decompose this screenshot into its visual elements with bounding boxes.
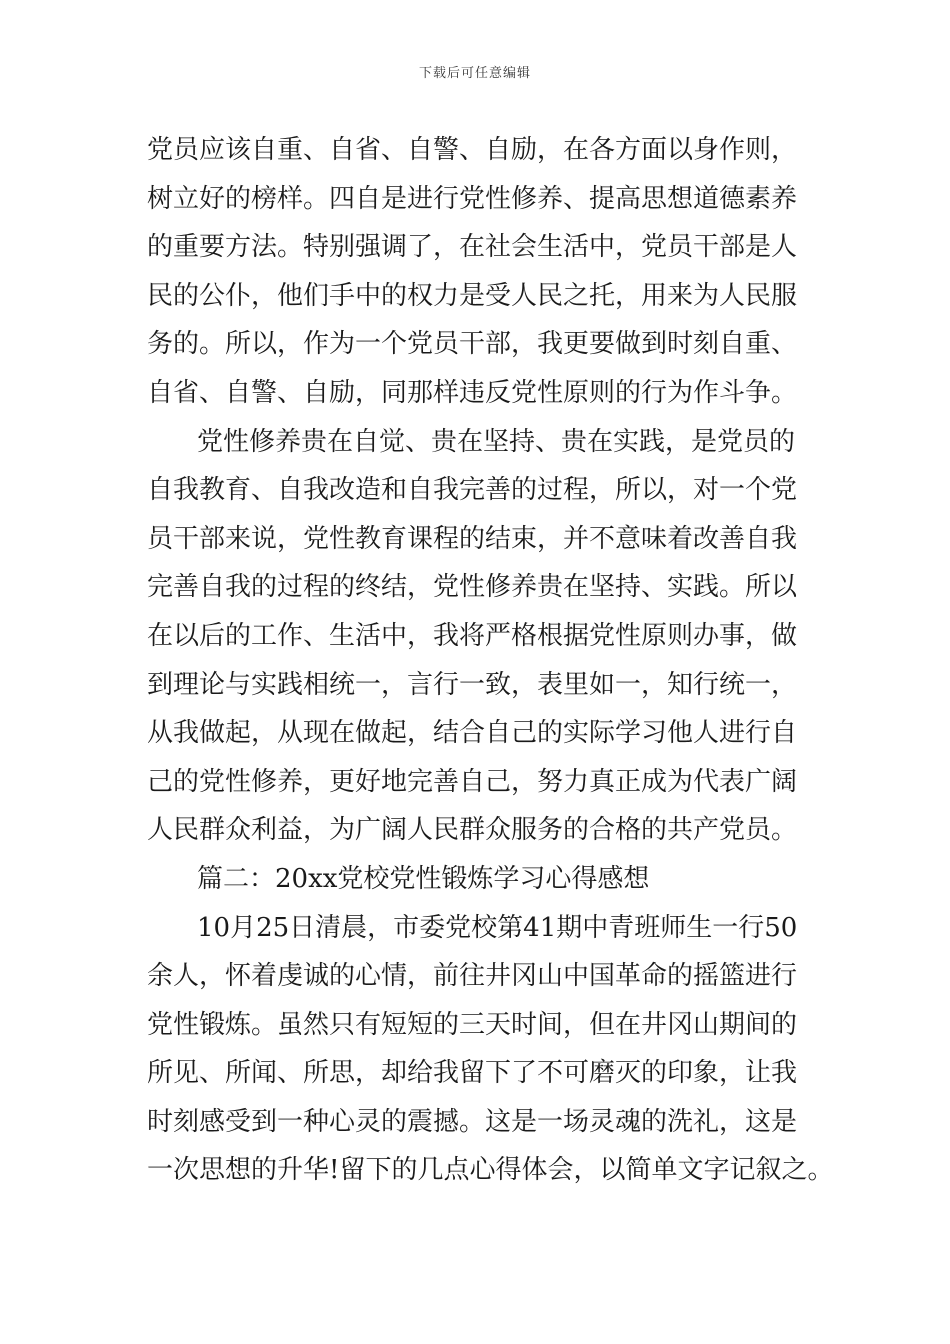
paragraph-line: 自我教育、自我改造和自我完善的过程，所以，对一个党 bbox=[147, 475, 798, 506]
paragraph-line: 员干部来说，党性教育课程的结束，并不意味着改善自我 bbox=[147, 523, 798, 554]
paragraph-line: 10月25日清晨，市委党校第41期中青班师生一行50 bbox=[197, 912, 798, 943]
paragraph-line: 的重要方法。特别强调了，在社会生活中，党员干部是人 bbox=[147, 232, 798, 263]
paragraph-line: 完善自我的过程的终结，党性修养贵在坚持、实践。所以 bbox=[147, 572, 798, 603]
paragraph-line: 民的公仆，他们手中的权力是受人民之托，用来为人民服 bbox=[147, 280, 798, 311]
paragraph-line: 己的党性修养，更好地完善自己，努力真正成为代表广阔 bbox=[147, 766, 798, 797]
paragraph-line: 人民群众利益，为广阔人民群众服务的合格的共产党员。 bbox=[147, 815, 798, 846]
section-heading: 篇二：20xx党校党性锻炼学习心得感想 bbox=[197, 863, 650, 894]
document-body bbox=[147, 126, 834, 1195]
paragraph-line: 所见、所闻、所思，却给我留下了不可磨灭的印象，让我 bbox=[147, 1058, 798, 1089]
paragraph-line: 党性修养贵在自觉、贵在坚持、贵在实践，是党员的 bbox=[197, 426, 796, 457]
paragraph-line: 余人，怀着虔诚的心情，前往井冈山中国革命的摇篮进行 bbox=[147, 961, 798, 992]
paragraph-line: 务的。所以，作为一个党员干部，我更要做到时刻自重、 bbox=[147, 329, 798, 360]
paragraph-line: 一次思想的升华!留下的几点心得体会，以简单文字记叙之。 bbox=[147, 1155, 834, 1186]
paragraph-line: 在以后的工作、生活中，我将严格根据党性原则办事，做 bbox=[147, 620, 798, 651]
page-header: 下载后可任意编辑 bbox=[418, 66, 531, 81]
paragraph-line: 党性锻炼。虽然只有短短的三天时间，但在井冈山期间的 bbox=[147, 1009, 798, 1040]
paragraph-line: 到理论与实践相统一，言行一致，表里如一，知行统一， bbox=[147, 669, 798, 700]
paragraph-line: 树立好的榜样。四自是进行党性修养、提高思想道德素养 bbox=[147, 183, 798, 214]
paragraph-line: 从我做起，从现在做起，结合自己的实际学习他人进行自 bbox=[147, 718, 798, 749]
paragraph-line: 时刻感受到一种心灵的震撼。这是一场灵魂的洗礼，这是 bbox=[147, 1106, 798, 1137]
paragraph-line: 自省、自警、自励，同那样违反党性原则的行为作斗争。 bbox=[147, 377, 798, 408]
paragraph-line: 党员应该自重、自省、自警、自励，在各方面以身作则， bbox=[147, 135, 798, 165]
